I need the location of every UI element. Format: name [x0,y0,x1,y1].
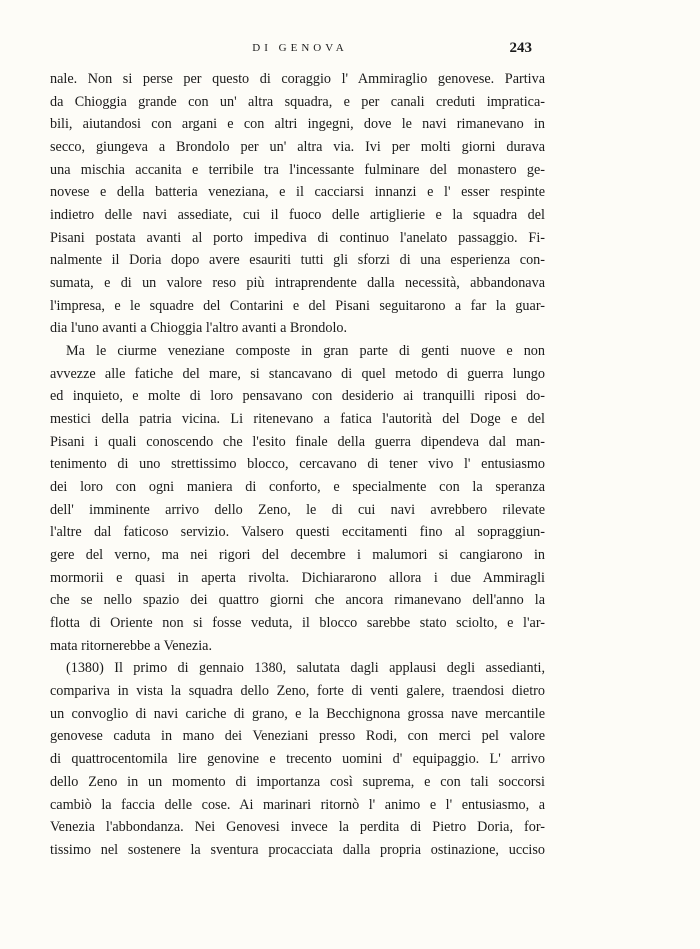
text-line: un convoglio di navi cariche di grano, e la Becchignona grossa nave mercantile [50,705,545,722]
running-title: DI GENOVA [252,42,348,54]
text-line: cambiò la faccia delle cose. Ai marinari ritornò l' animo e l' entusiasmo, a [50,796,545,813]
text-line: compariva in vista la squadra dello Zeno, forte di venti galere, traendosi dietro [50,683,545,700]
text-line: novese e della batteria veneziana, e il cacciarsi innanzi e l' esser respinte [50,184,545,201]
text-line: l'impresa, e le squadre del Contarini e del Pisani seguitarono a far la guar- [50,297,545,314]
text-line: nale. Non si perse per questo di coraggio l' Ammiraglio genovese. Partiva [50,71,545,87]
text-line: una mischia accanita e terribile tra l'incessante fulminare del monastero ge- [50,161,545,178]
text-line: Ma le ciurme veneziane composte in gran parte di genti nuove e non [66,343,545,360]
text-line: (1380) Il primo di gennaio 1380, salutata dagli applausi degli assedianti, [66,660,545,677]
text-line: ed inquieto, e molte di loro pensavano con desiderio ai tranquilli riposi do- [50,388,545,405]
text-line: secco, giungeva a Brondolo per un' altra via. Ivi per molti giorni durava [50,139,545,156]
text-line: tenimento di uno strettissimo blocco, cercavano di tener vivo l' entusiasmo [50,456,545,473]
text-line: mormorii e quasi in aperta rivolta. Dichiararono allora i due Ammiragli [50,569,545,586]
text-line: dello Zeno in un momento di importanza così suprema, e con tali soccorsi [50,773,545,790]
text-line: avvezze alle fatiche del mare, si stancavano di quel metodo di guerra lungo [50,365,545,382]
text-line: genovese caduta in mano dei Veneziani presso Rodi, con merci pel valore [50,728,545,745]
text-line: indietro delle navi assediate, cui il fuoco delle artiglierie e la squadra del [50,207,545,224]
text-line: tissimo nel sostenere la sventura procacciata dalla propria ostinazione, ucciso [50,841,545,858]
text-line: sumata, e di un valore reso più intraprendente dalla necessità, abbandonava [50,275,545,292]
running-head [0,40,700,60]
text-line: mata ritornerebbe a Venezia. [50,637,213,654]
text-line: di quattrocentomila lire genovine e trecento uomini d' equipaggio. L' arrivo [50,751,545,768]
text-line: dia l'uno avanti a Chioggia l'altro avanti a Brondolo. [50,320,348,337]
text-line: l'altre dal faticoso servizio. Valsero questi eccitamenti fino al sopraggiun- [50,524,545,541]
text-line: dei loro con ogni maniera di conforto, e specialmente con la speranza [50,479,545,496]
text-line: Pisani i quali conoscendo che l'esito finale della guerra dipendeva dal man- [50,433,545,450]
text-line: Venezia l'abbondanza. Nei Genovesi invece la perdita di Pietro Doria, for- [50,819,545,836]
text-line: gere del verno, ma nei rigori del decembre i malumori si cangiarono in [50,547,545,564]
text-line: Pisani postata avanti al porto impediva di continuo l'anelato passaggio. Fi- [50,229,545,246]
text-line: mestici della patria vicina. Li ritenevano a fatica l'autorità del Doge e del [50,411,545,428]
text-line: nalmente il Doria dopo avere esauriti tutti gli sforzi di una esperienza con- [50,252,545,269]
page-number: 243 [509,40,532,56]
text-line: bili, aiutandosi con argani e con altri ingegni, dove le navi rimanevano in [50,116,545,133]
body-text [50,68,545,862]
text-line: che se nello spazio dei quattro giorni che ancora rimanevano dell'anno la [50,592,545,609]
text-line: flotta di Oriente non si fosse veduta, il blocco sarebbe stato sciolto, e l'ar- [50,615,545,632]
text-line: dell' imminente arrivo dello Zeno, le di cui navi avrebbero rilevate [50,501,545,518]
text-line: da Chioggia grande con un' altra squadra, e per canali creduti impratica- [50,93,545,110]
